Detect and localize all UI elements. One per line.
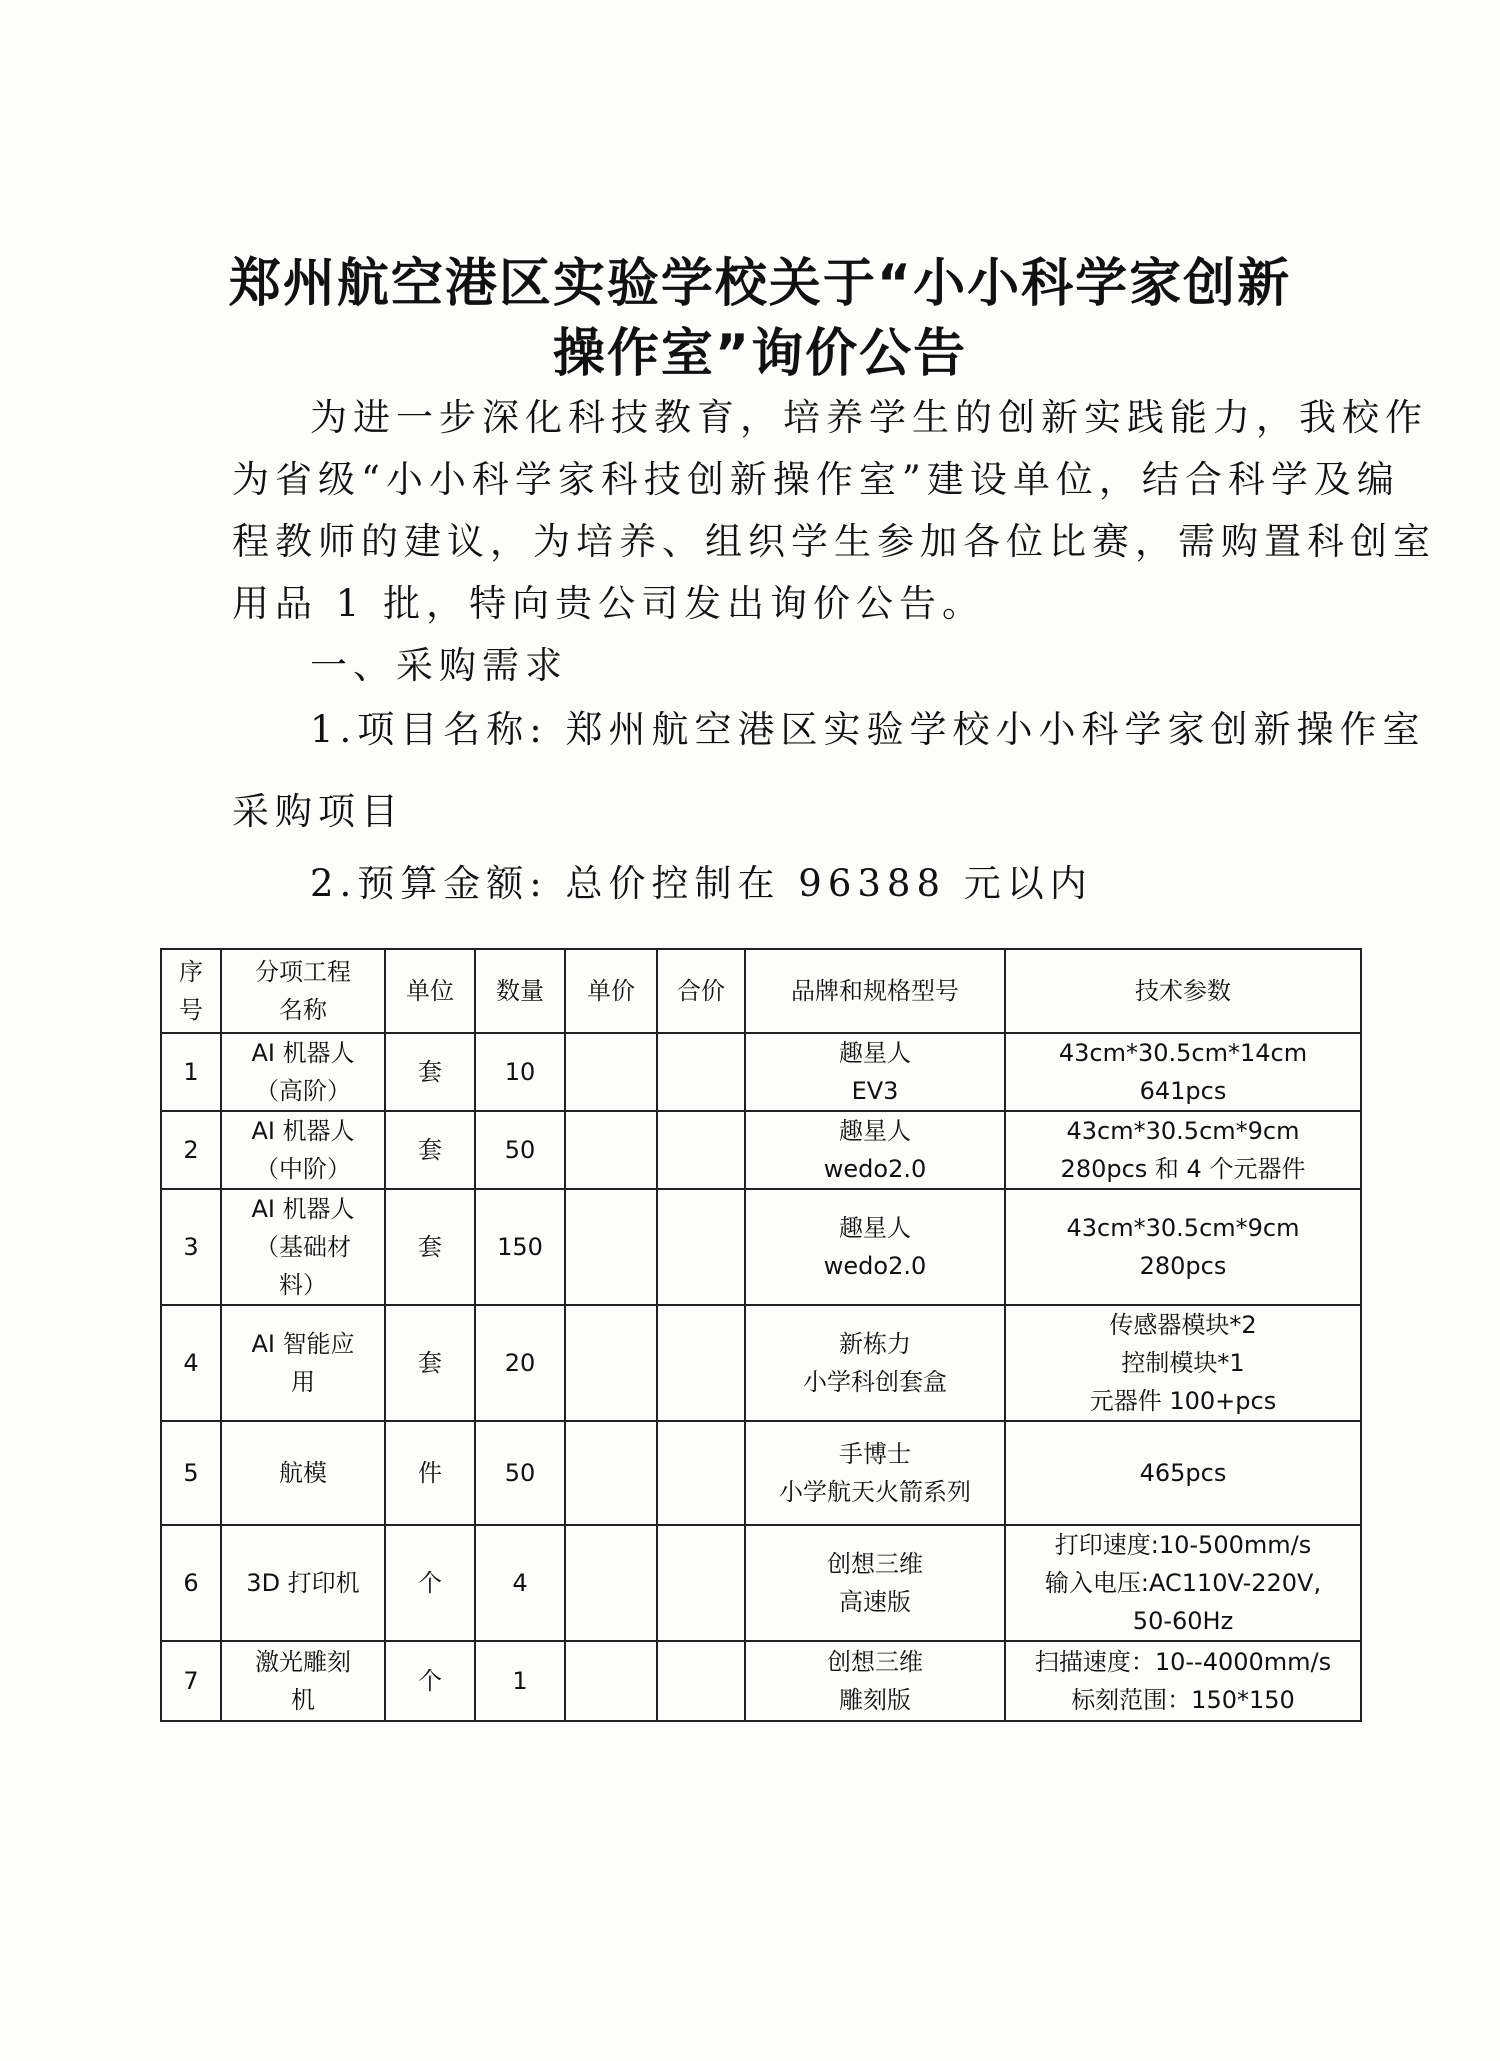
cell-qty: 150 — [475, 1189, 565, 1305]
cell-brand: 创想三维 高速版 — [745, 1525, 1005, 1641]
cell-spec: 传感器模块*2 控制模块*1 元器件 100+pcs — [1005, 1305, 1361, 1421]
budget-line: 2.预算金额: 总价控制在 96388 元以内 — [310, 862, 1093, 905]
cell-spec: 43cm*30.5cm*14cm 641pcs — [1005, 1033, 1361, 1111]
table-row — [161, 1525, 1361, 1641]
cell-unit: 套 — [385, 1305, 475, 1421]
cell-brand: 手博士 小学航天火箭系列 — [745, 1421, 1005, 1525]
cell-name: 航模 — [221, 1421, 385, 1525]
cell-price — [565, 1641, 657, 1721]
cell-spec: 打印速度:10-500mm/s 输入电压:AC110V-220V, 50-60Hz — [1005, 1525, 1361, 1641]
cell-brand: 趣星人 wedo2.0 — [745, 1189, 1005, 1305]
cell-brand: 趣星人 wedo2.0 — [745, 1111, 1005, 1189]
cell-qty: 50 — [475, 1421, 565, 1525]
cell-name: 3D 打印机 — [221, 1525, 385, 1641]
cell-price — [565, 1111, 657, 1189]
document-title-line-2: 操作室”询价公告 — [552, 324, 968, 384]
cell-unit: 个 — [385, 1525, 475, 1641]
cell-no: 4 — [161, 1305, 221, 1421]
table-row — [161, 1421, 1361, 1525]
cell-price — [565, 1525, 657, 1641]
header-no: 序 号 — [161, 949, 221, 1033]
cell-brand: 新栋力 小学科创套盒 — [745, 1305, 1005, 1421]
header-spec: 技术参数 — [1005, 949, 1361, 1033]
intro-line-3: 程教师的建议，为培养、组织学生参加各位比赛，需购置科创室 — [232, 520, 1436, 563]
header-name: 分项工程 名称 — [221, 949, 385, 1033]
cell-unit: 套 — [385, 1189, 475, 1305]
cell-price — [565, 1189, 657, 1305]
cell-spec: 465pcs — [1005, 1421, 1361, 1525]
cell-unit: 个 — [385, 1641, 475, 1721]
cell-qty: 50 — [475, 1111, 565, 1189]
cell-no: 6 — [161, 1525, 221, 1641]
cell-total — [657, 1525, 745, 1641]
section-heading-procurement: 一、采购需求 — [310, 644, 568, 687]
cell-qty: 4 — [475, 1525, 565, 1641]
cell-total — [657, 1421, 745, 1525]
intro-line-1: 为进一步深化科技教育，培养学生的创新实践能力，我校作 — [310, 396, 1428, 439]
cell-price — [565, 1033, 657, 1111]
table-row — [161, 1111, 1361, 1189]
intro-line-4: 用品 1 批，特向贵公司发出询价公告。 — [232, 582, 986, 625]
cell-spec: 43cm*30.5cm*9cm 280pcs 和 4 个元器件 — [1005, 1111, 1361, 1189]
cell-no: 7 — [161, 1641, 221, 1721]
cell-no: 1 — [161, 1033, 221, 1111]
header-qty: 数量 — [475, 949, 565, 1033]
header-brand: 品牌和规格型号 — [745, 949, 1005, 1033]
table-row — [161, 1641, 1361, 1721]
cell-spec: 43cm*30.5cm*9cm 280pcs — [1005, 1189, 1361, 1305]
project-name-line-1: 1.项目名称: 郑州航空港区实验学校小小科学家创新操作室 — [310, 708, 1426, 751]
header-total: 合价 — [657, 949, 745, 1033]
project-name-line-2: 采购项目 — [232, 790, 404, 833]
cell-name: AI 机器人 （中阶） — [221, 1111, 385, 1189]
cell-no: 2 — [161, 1111, 221, 1189]
header-unit: 单位 — [385, 949, 475, 1033]
cell-name: AI 智能应 用 — [221, 1305, 385, 1421]
document-title-line-1: 郑州航空港区实验学校关于“小小科学家创新 — [228, 254, 1292, 314]
table-header-row — [161, 949, 1361, 1033]
procurement-table — [160, 948, 1362, 1722]
cell-name: AI 机器人 （基础材 料） — [221, 1189, 385, 1305]
cell-qty: 10 — [475, 1033, 565, 1111]
table-row — [161, 1305, 1361, 1421]
cell-no: 5 — [161, 1421, 221, 1525]
header-price: 单价 — [565, 949, 657, 1033]
cell-total — [657, 1111, 745, 1189]
cell-total — [657, 1641, 745, 1721]
cell-unit: 套 — [385, 1111, 475, 1189]
cell-total — [657, 1305, 745, 1421]
cell-name: AI 机器人 （高阶） — [221, 1033, 385, 1111]
intro-line-2: 为省级“小小科学家科技创新操作室”建设单位，结合科学及编 — [232, 458, 1400, 501]
cell-brand: 创想三维 雕刻版 — [745, 1641, 1005, 1721]
cell-brand: 趣星人 EV3 — [745, 1033, 1005, 1111]
cell-price — [565, 1421, 657, 1525]
cell-total — [657, 1033, 745, 1111]
cell-spec: 扫描速度：10--4000mm/s 标刻范围：150*150 — [1005, 1641, 1361, 1721]
cell-unit: 套 — [385, 1033, 475, 1111]
cell-price — [565, 1305, 657, 1421]
cell-no: 3 — [161, 1189, 221, 1305]
cell-name: 激光雕刻 机 — [221, 1641, 385, 1721]
cell-total — [657, 1189, 745, 1305]
cell-qty: 20 — [475, 1305, 565, 1421]
table-row — [161, 1033, 1361, 1111]
cell-qty: 1 — [475, 1641, 565, 1721]
table-row — [161, 1189, 1361, 1305]
cell-unit: 件 — [385, 1421, 475, 1525]
